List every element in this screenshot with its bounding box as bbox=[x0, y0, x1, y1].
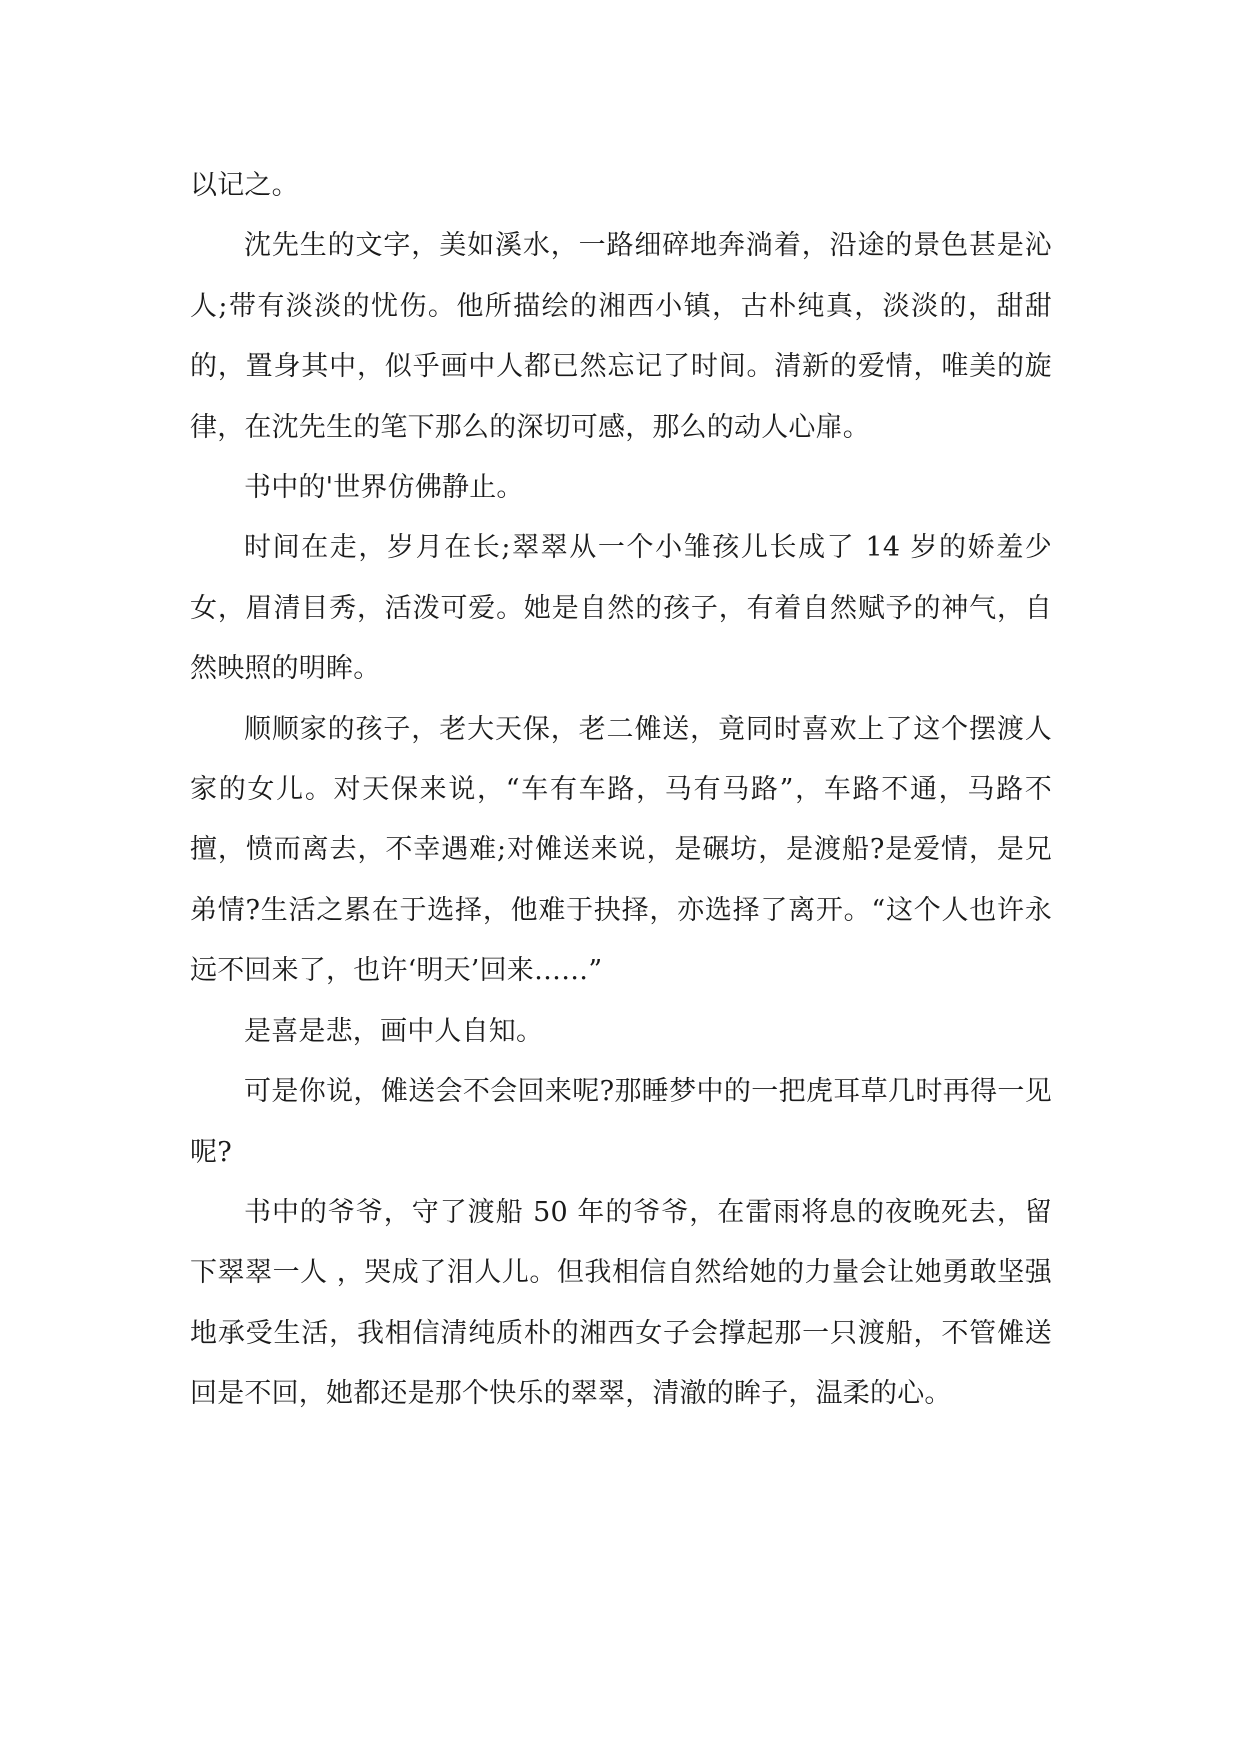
document-body bbox=[190, 156, 1052, 1425]
paragraph: 以记之。 bbox=[190, 170, 299, 201]
paragraph: 书中的'世界仿佛静止。 bbox=[244, 472, 524, 504]
paragraph: 可是你说，傩送会不会回来呢?那睡梦中的一把虎耳草几时再得一见呢? bbox=[190, 1076, 1052, 1168]
paragraph: 沈先生的文字，美如溪水，一路细碎地奔淌着，沿途的景色甚是沁人;带有淡淡的忧伤。他所描绘的湘西小镇，古朴纯真，淡淡的，甜甜的，置身其中，似乎画中人都已然忘记了时间。清新的爱情，唯美的旋律，在沈先生的笔下那么的深切可感，那么的动人心扉。 bbox=[190, 230, 1052, 443]
paragraph: 书中的爷爷，守了渡船 50 年的爷爷，在雷雨将息的夜晚死去，留下翠翠一人 ，哭成了泪人儿。但我相信自然给她的力量会让她勇敢坚强地承受生活，我相信清纯质朴的湘西女子会撑起那一只渡船，不管傩送回是不回，她都还是那个快乐的翠翠，清澈的眸子，温柔的心。 bbox=[190, 1196, 1052, 1410]
paragraph: 顺顺家的孩子，老大天保，老二傩送，竟同时喜欢上了这个摆渡人家的女儿。对天保来说，“车有车路，马有马路”，车路不通，马路不擅，愤而离去，不幸遇难;对傩送来说，是碾坊，是渡船?是爱情，是兄弟情?生活之累在于选择，他难于抉择，亦选择了离开。“这个人也许永远不回来了，也许‘明天’回来……” bbox=[190, 713, 1052, 987]
paragraph: 时间在走，岁月在长;翠翠从一个小雏孩儿长成了 14 岁的娇羞少女，眉清目秀，活泼可爱。她是自然的孩子，有着自然赋予的神气，自然映照的明眸。 bbox=[190, 532, 1052, 685]
paragraph: 是喜是悲，画中人自知。 bbox=[244, 1015, 544, 1047]
